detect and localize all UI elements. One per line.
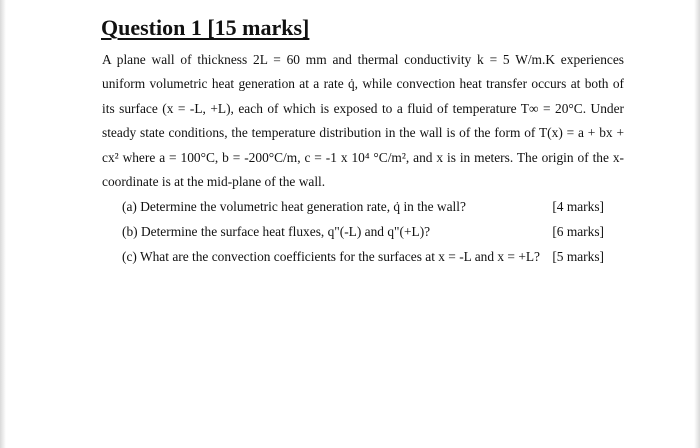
part-a	[122, 194, 604, 219]
body-line-1: A plane wall of thickness 2L = 60 mm and thermal conductivity k = 5 W/m.K experiences	[102, 52, 624, 67]
part-c	[122, 244, 604, 269]
part-b	[122, 219, 604, 244]
body-line-3: its surface (x = -L, +L), each of which is exposed to a fluid of temperature T∞ = 20°C. Under	[102, 100, 624, 116]
part-c-marks: [5 marks]	[552, 249, 604, 264]
right-page-shadow	[694, 0, 700, 448]
part-c-text: (c) What are the convection coefficients for the surfaces at x = -L and x = +L?	[122, 249, 540, 264]
body-line-6: coordinate is at the mid-plane of the wall.	[102, 174, 326, 190]
part-b-marks: [6 marks]	[552, 224, 604, 239]
left-page-shadow	[0, 0, 6, 448]
question-heading: Question 1 [15 marks]	[101, 15, 310, 40]
question-parts	[122, 194, 604, 269]
body-line-5: cx² where a = 100°C, b = -200°C/m, c = -1 x 10⁴ °C/m², and x is in meters. The origin of the x-	[102, 149, 624, 165]
part-b-text: (b) Determine the surface heat fluxes, q"(-L) and q"(+L)?	[122, 224, 431, 239]
question-body	[102, 48, 624, 194]
body-line-2: uniform volumetric heat generation at a rate q̇, while convection heat transfer occurs at both of	[102, 76, 624, 92]
body-line-4: steady state conditions, the temperature distribution in the wall is of the form of T(x) = a + bx +	[102, 125, 624, 141]
part-a-marks: [4 marks]	[552, 199, 604, 214]
part-a-text: (a) Determine the volumetric heat generation rate, q̇ in the wall?	[122, 199, 466, 214]
